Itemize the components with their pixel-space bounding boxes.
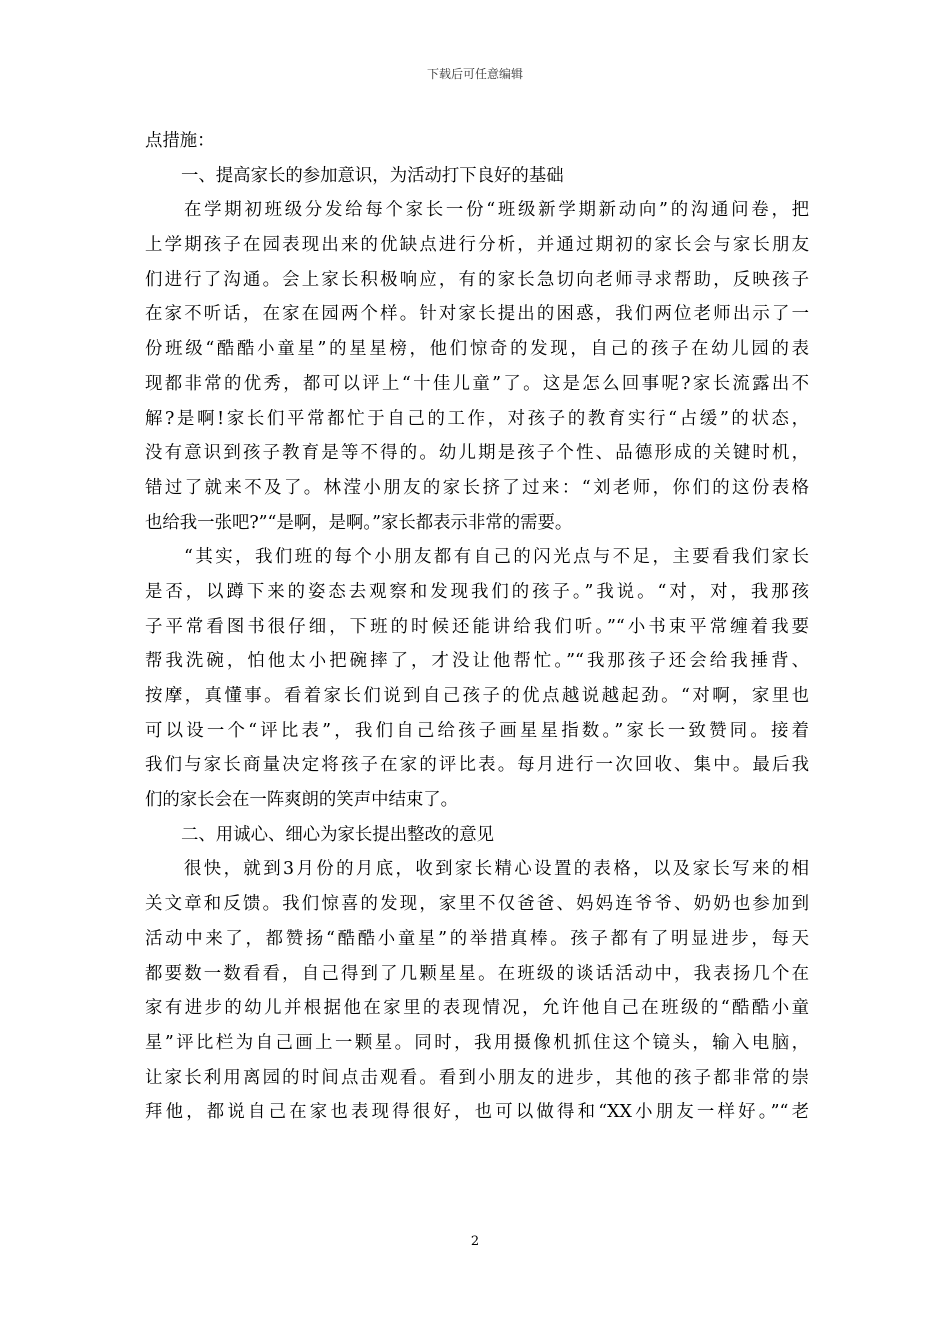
text-line: 可以设一个“评比表”，我们自己给孩子画星星指数。”家长一致赞同。接着 <box>145 720 809 741</box>
text-line: 在家不听话，在家在园两个样。针对家长提出的困惑，我们两位老师出示了一 <box>145 304 809 325</box>
text-line: 子平常看图书很仔细，下班的时候还能讲给我们听。”“小书束平常缠着我要 <box>145 616 809 637</box>
text-line: 关文章和反馈。我们惊喜的发现，家里不仅爸爸、妈妈连爷爷、奶奶也参加到 <box>145 894 809 915</box>
text-line: 家有进步的幼儿并根据他在家里的表现情况，允许他自己在班级的“酷酷小童 <box>145 998 809 1019</box>
text-line: 让家长利用离园的时间点击观看。看到小朋友的进步，其他的孩子都非常的崇 <box>145 1067 809 1088</box>
text-line: 是否，以蹲下来的姿态去观察和发现我们的孩子。”我说。“对，对，我那孩 <box>145 581 809 602</box>
text-line: 解?是啊!家长们平常都忙于自己的工作，对孩子的教育实行“占缓”的状态， <box>145 408 809 429</box>
text-line: 也给我一张吧?”“是啊，是啊。”家长都表示非常的需要。 <box>145 512 573 533</box>
page-number: 2 <box>470 1234 480 1249</box>
header-note: 下载后可任意编辑 <box>426 67 523 81</box>
text-line: 按摩，真懂事。看着家长们说到自己孩子的优点越说越起劲。“对啊，家里也 <box>145 686 809 706</box>
text-line: 没有意识到孩子教育是等不得的。幼儿期是孩子个性、品德形成的关键时机， <box>145 443 809 464</box>
text-line: 在学期初班级分发给每个家长一份“班级新学期新动向”的沟通问卷，把 <box>184 200 809 221</box>
text-line: 都要数一数看看，自己得到了几颗星星。在班级的谈话活动中，我表扬几个在 <box>145 963 809 984</box>
text-line: 我们与家长商量决定将孩子在家的评比表。每月进行一次回收、集中。最后我 <box>145 755 809 776</box>
text-line: 拜他，都说自己在家也表现得很好，也可以做得和“XX小朋友一样好。”“老 <box>145 1102 809 1123</box>
text-line: 星”评比栏为自己画上一颗星。同时，我用摄像机抓住这个镜头，输入电脑， <box>145 1032 809 1053</box>
section-heading-2: 二、用诚心、细心为家长提出整改的意见 <box>181 824 495 845</box>
text-line: 错过了就来不及了。林滢小朋友的家长挤了过来：“刘老师，你们的这份表格 <box>145 477 809 498</box>
text-line: 点措施： <box>145 131 215 151</box>
text-line: 份班级“酷酷小童星”的星星榜，他们惊奇的发现，自己的孩子在幼儿园的表 <box>145 339 809 360</box>
body-text <box>145 124 809 1130</box>
text-line: 现都非常的优秀，都可以评上“十佳儿童”了。这是怎么回事呢?家长流露出不 <box>145 373 809 394</box>
text-line: 很快，就到3月份的月底，收到家长精心设置的表格，以及家长写来的相 <box>184 859 809 880</box>
text-line: “其实，我们班的每个小朋友都有自己的闪光点与不足，主要看我们家长 <box>184 547 809 568</box>
text-line: 们的家长会在一阵爽朗的笑声中结束了。 <box>145 790 459 811</box>
text-line: 活动中来了，都赞扬“酷酷小童星”的举措真棒。孩子都有了明显进步，每天 <box>145 928 809 949</box>
text-line: 们进行了沟通。会上家长积极响应，有的家长急切向老师寻求帮助，反映孩子 <box>145 269 809 290</box>
text-line: 上学期孩子在园表现出来的优缺点进行分析，并通过期初的家长会与家长朋友 <box>145 235 809 256</box>
section-heading-1: 一、提高家长的参加意识，为活动打下良好的基础 <box>181 165 564 186</box>
text-line: 帮我洗碗，怕他太小把碗摔了，才没让他帮忙。”“我那孩子还会给我捶背、 <box>145 651 809 672</box>
